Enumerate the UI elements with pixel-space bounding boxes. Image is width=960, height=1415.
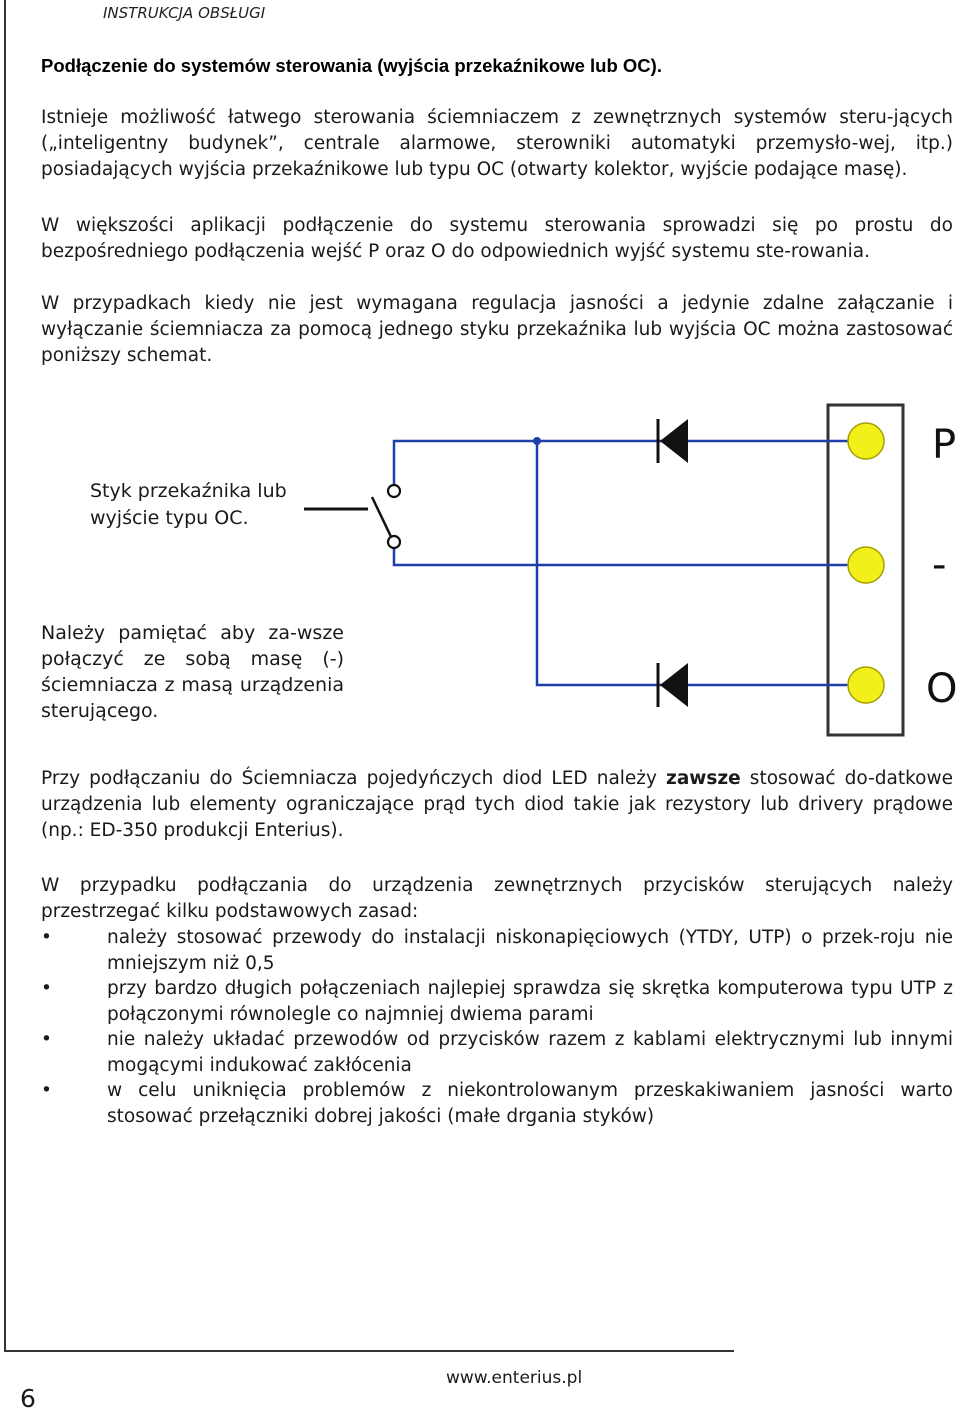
bullet-icon: • [41,927,52,948]
terminal-p [848,423,884,459]
caption-ground-note: Należy pamiętać aby za-wsze połączyć ze sobą masę (-) ściemniacza z masą urządzenia sterującego. [41,622,344,722]
led-warning-text-before: Przy podłączaniu do Ściemniacza pojedyńczych diod LED należy [41,768,667,789]
list-item [41,1078,953,1129]
list-item [41,976,953,1027]
footer-website: www.enterius.pl [446,1368,583,1388]
terminal-ground [848,547,884,583]
paragraph-buttons-intro: W przypadku podłączania do urządzenia zewnętrznych przycisków sterujących należy przestrzegać kilku podstawowych zasad: [41,875,953,922]
section-title: Podłączenie do systemów sterowania (wyjścia przekaźnikowe lub OC). [41,55,662,76]
caption-relay-contact: Styk przekaźnika lub wyjście typu OC. [90,480,287,529]
led-warning-text-after: stosować do-datkowe urządzenia lub elementy ograniczające prąd tych diod takie jak rezystory lub drivery prądowe (np.: ED-350 produkcji Enterius). [41,768,953,841]
terminal-o [848,667,884,703]
terminal-label-o: O [926,666,958,712]
list-item-text: nie należy układać przewodów od przycisków razem z kablami elektrycznymi lub innymi mogącymi indukować zakłócenia [107,1029,953,1076]
paragraph-intro: Istnieje możliwość łatwego sterowania ściemniaczem z zewnętrznych systemów steru-jących („inteligentny budynek”, centrale alarmowe, sterowniki automatyki przemysło-wej, itp.) posiadających wyjścia przekaźnikowe lub typu OC (otwarty kolektor, wyjście podające masę). [41,107,953,180]
list-item [41,1027,953,1078]
paragraph-relay-scheme: W przypadkach kiedy nie jest wymagana regulacja jasności a jedynie zdalne załączanie i wyłączanie ściemniacza za pomocą jednego styku przekaźnika lub wyjścia OC można zastosować poniższy schemat. [41,293,953,366]
page-header: INSTRUKCJA OBSŁUGI [103,4,266,22]
list-item-text: przy bardzo długich połączeniach najlepiej sprawdza się skrętka komputerowa typu UTP z połączonymi równolegle co najmniej dwiema parami [107,978,953,1025]
diode-bottom [658,663,688,707]
wire-o [537,441,866,685]
switch-contact-top [388,485,400,497]
terminal-label-p: P [932,422,957,468]
wire-p [394,441,866,491]
wire-junction [533,437,541,445]
bottom-rule [4,1350,734,1352]
list-item-text: należy stosować przewody do instalacji niskonapięciowych (YTDY, UTP) o przek-roju nie mniejszym niż 0,5 [107,927,953,974]
switch-contact-bottom [388,536,400,548]
paragraph-direct-connection: W większości aplikacji podłączenie do systemu sterowania sprowadzi się po prostu do bezpośredniego podłączenia wejść P oraz O do odpowiednich wyjść systemu ste-rowania. [41,215,953,262]
rules-list [41,925,953,1129]
bullet-icon: • [41,978,52,999]
terminal-label-ground: - [932,542,947,588]
diode-top [658,419,688,463]
page-number: 6 [20,1384,36,1413]
led-warning-emphasis: zawsze [666,768,741,789]
bullet-icon: • [41,1080,52,1101]
wire-ground [394,540,866,565]
bullet-icon: • [41,1029,52,1050]
paragraph-led-warning [41,766,953,844]
list-item [41,925,953,976]
list-item-text: w celu uniknięcia problemów z niekontrolowanym przeskakiwaniem jasności warto stosować przełączniki dobrej jakości (małe drgania styków) [107,1080,953,1127]
